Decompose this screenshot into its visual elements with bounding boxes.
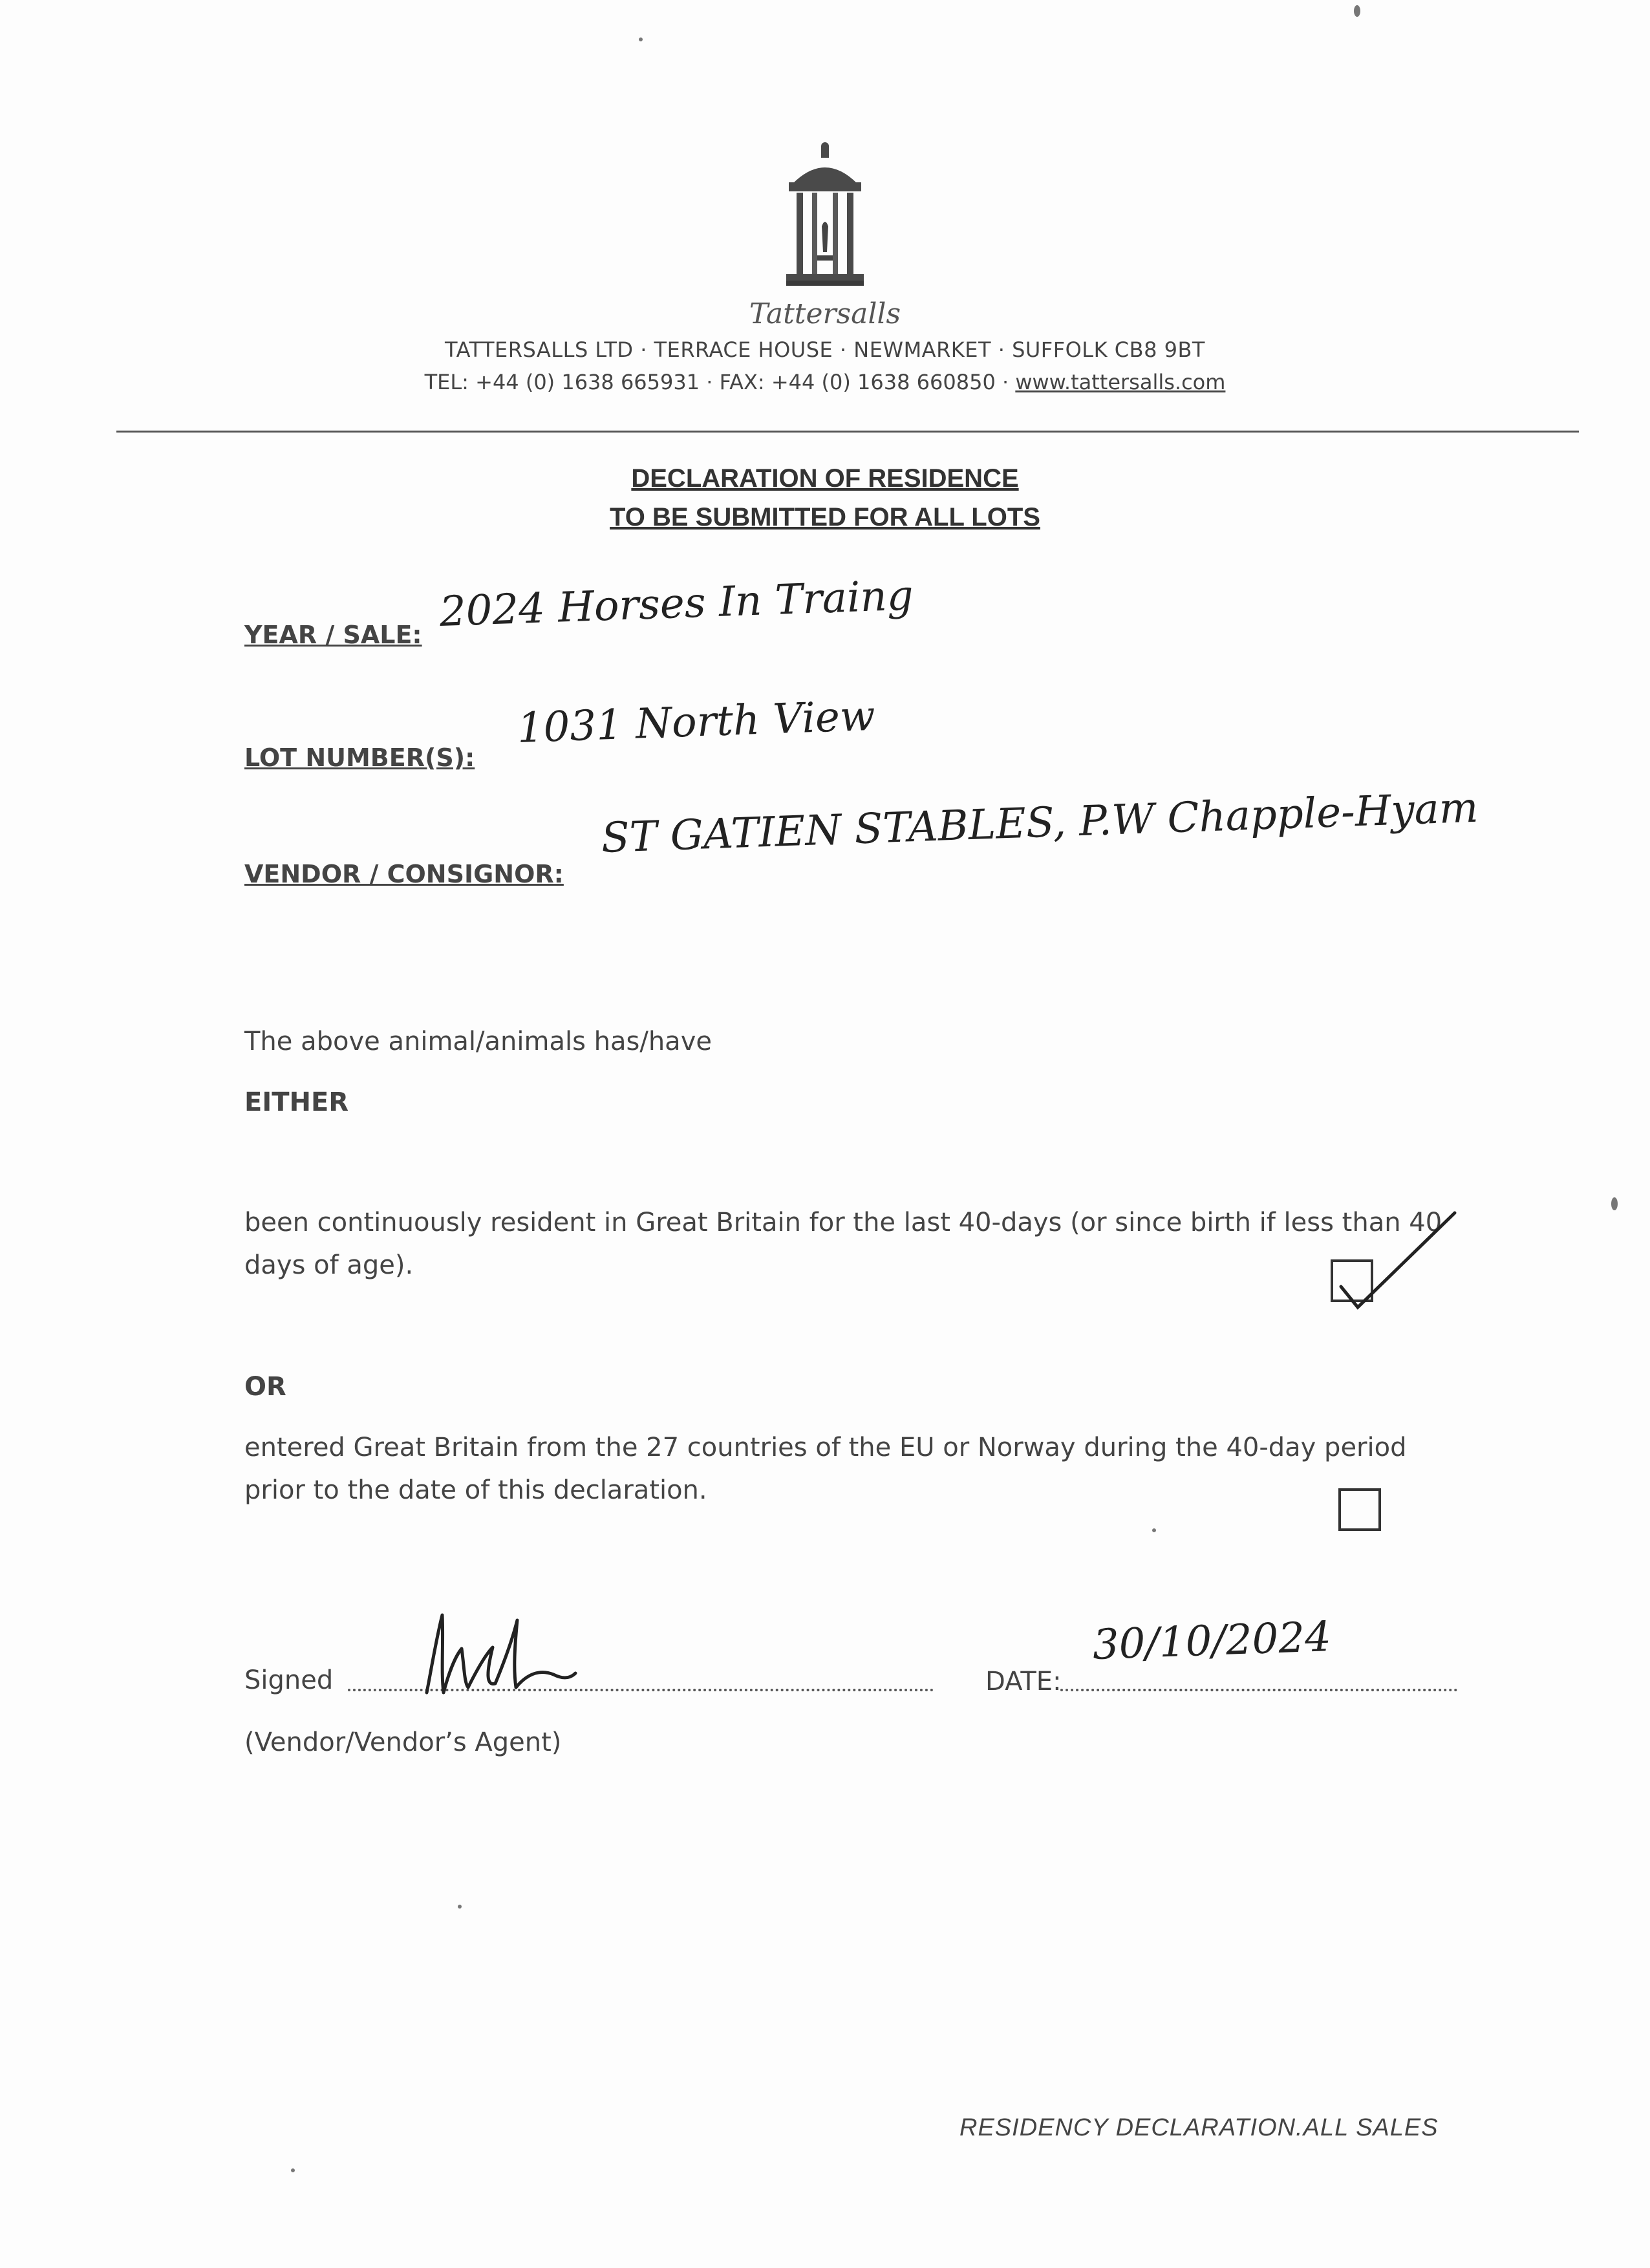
vendor-consignor-label: VENDOR / CONSIGNOR: <box>244 860 564 888</box>
date-line <box>1060 1689 1457 1691</box>
date-label: DATE: <box>985 1667 1062 1696</box>
company-address: TATTERSALLS LTD · TERRACE HOUSE · NEWMARKET · SUFFOLK CB8 9BT <box>445 337 1205 362</box>
header-divider <box>116 431 1579 433</box>
handwritten-signature <box>414 1602 582 1712</box>
footer-form-name: RESIDENCY DECLARATION.ALL SALES <box>959 2114 1439 2141</box>
year-sale-value[interactable]: 2024 Horses In Traing <box>438 572 914 636</box>
date-value[interactable]: 30/10/2024 <box>1091 1613 1332 1669</box>
or-heading: OR <box>244 1372 286 1402</box>
vendor-consignor-value[interactable]: ST GATIEN STABLES, P.W Chapple-Hyam <box>600 784 1479 862</box>
website-link[interactable]: www.tattersalls.com <box>1015 370 1226 394</box>
option-2-text: entered Great Britain from the 27 countries of the EU or Norway during the 40-day period prior to the date of this declaration. <box>244 1433 1407 1505</box>
tattersalls-rotunda-logo <box>786 142 864 297</box>
option-1-text: been continuously resident in Great Britain for the last 40-days (or since birth if less than 40 days of age). <box>244 1208 1442 1280</box>
option-1-check-mark-icon <box>1338 1210 1468 1314</box>
signed-label: Signed <box>244 1665 334 1695</box>
form-subtitle: TO BE SUBMITTED FOR ALL LOTS <box>610 503 1040 531</box>
either-heading: EITHER <box>244 1087 349 1117</box>
scan-speck <box>1152 1528 1156 1532</box>
scan-speck <box>639 37 643 41</box>
declaration-intro: The above animal/animals has/have <box>244 1027 712 1056</box>
year-sale-label: YEAR / SALE: <box>244 621 422 649</box>
lot-number-label: LOT NUMBER(S): <box>244 744 475 772</box>
phone-fax: TEL: +44 (0) 1638 665931 · FAX: +44 (0) 1638 660850 · <box>424 370 1016 394</box>
scan-speck <box>291 2168 295 2172</box>
brand-name: Tattersalls <box>749 297 901 330</box>
lot-number-value[interactable]: 1031 North View <box>516 692 876 753</box>
scan-speck <box>1611 1197 1618 1210</box>
form-title: DECLARATION OF RESIDENCE <box>631 464 1019 493</box>
contact-line <box>0 370 1650 394</box>
scan-speck <box>458 1905 462 1909</box>
signer-role: (Vendor/Vendor’s Agent) <box>244 1728 562 1757</box>
option-2-checkbox[interactable] <box>1338 1488 1381 1531</box>
scan-speck <box>1354 5 1360 17</box>
